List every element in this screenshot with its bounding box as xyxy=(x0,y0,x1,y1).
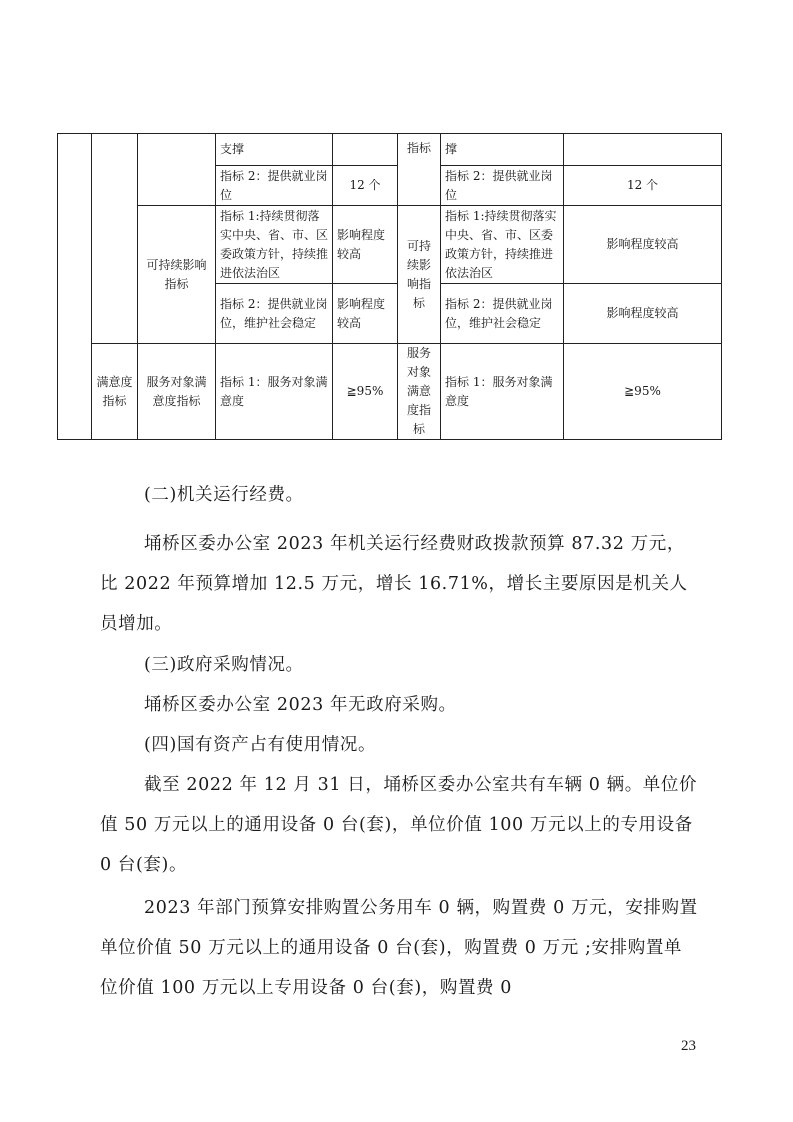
section-heading-procurement: (三)政府采购情况。 xyxy=(144,655,304,675)
table-cell: 指标 1:持续贯彻落实中央、省、市、区委政策方针，持续推进依法治区 xyxy=(441,206,564,284)
section-heading-expense: (二)机关运行经费。 xyxy=(144,485,304,505)
table-row xyxy=(58,206,722,284)
table-cell: 12 个 xyxy=(333,166,398,206)
table-cell: 指标 1：服务对象满意度 xyxy=(441,344,564,440)
paragraph-procurement: 埇桥区委办公室 2023 年无政府采购。 xyxy=(144,695,457,715)
table-cell: 影响程度较高 xyxy=(333,206,398,284)
table-cell: ≧95% xyxy=(333,344,398,440)
table-cell: 撑 xyxy=(441,134,564,166)
table-cell: 满意度指标 xyxy=(92,344,138,440)
table-cell-blank xyxy=(564,134,722,166)
table-cell-blank xyxy=(138,134,216,206)
table-cell: ≧95% xyxy=(564,344,722,440)
table-cell-blank xyxy=(58,134,92,440)
performance-table xyxy=(57,133,722,440)
table-cell: 指标 2：提供就业岗位，维护社会稳定 xyxy=(441,284,564,344)
table-cell: 12 个 xyxy=(564,166,722,206)
table-cell: 指标 2：提供就业岗位 xyxy=(216,166,333,206)
table-cell-blank xyxy=(333,134,398,166)
table-cell: 指标 2：提供就业岗位 xyxy=(441,166,564,206)
table-cell: 可持续影响 指标 xyxy=(138,206,216,344)
paragraph-assets: 截至 2022 年 12 月 31 日，埇桥区委办公室共有车辆 0 辆。单位价值 50 万元以上的通用设备 0 台(套)，单位价值 100 万元以上的专用设备 0 台(套)。 xyxy=(100,775,698,875)
paragraph-budget: 2023 年部门预算安排购置公务用车 0 辆，购置费 0 万元，安排购置单位价值 50 万元以上的通用设备 0 台(套)，购置费 0 万元 ;安排购置单位价值 100 万元以上专用设备 0 台(套)，购置费 0 xyxy=(100,898,698,998)
table-cell: 服务对象满意度指标 xyxy=(398,344,441,440)
table-cell: 指标 2：提供就业岗位，维护社会稳定 xyxy=(216,284,333,344)
table-cell: 可持续影响指标 xyxy=(398,206,441,344)
table-cell-blank xyxy=(92,134,138,344)
table-row xyxy=(58,344,722,440)
section-heading-assets: (四)国有资产占有使用情况。 xyxy=(144,735,377,755)
paragraph-expense: 埇桥区委办公室 2023 年机关运行经费财政拨款预算 87.32 万元，比 2022 年预算增加 12.5 万元，增长 16.71%，增长主要原因是机关人员增加。 xyxy=(100,534,688,634)
table-cell: 指标 1:持续贯彻落实中央、省、市、区委政策方针，持续推进依法治区 xyxy=(216,206,333,284)
table-cell: 支撑 xyxy=(216,134,333,166)
table-cell: 影响程度较高 xyxy=(333,284,398,344)
table-cell: 指标 1：服务对象满意度 xyxy=(216,344,333,440)
table-cell: 影响程度较高 xyxy=(564,206,722,284)
table-cell: 指标 xyxy=(398,134,441,206)
table-row xyxy=(58,134,722,166)
page-number: 23 xyxy=(681,1038,696,1054)
table-cell: 服务对象满意度指标 xyxy=(138,344,216,440)
table-cell: 影响程度较高 xyxy=(564,284,722,344)
